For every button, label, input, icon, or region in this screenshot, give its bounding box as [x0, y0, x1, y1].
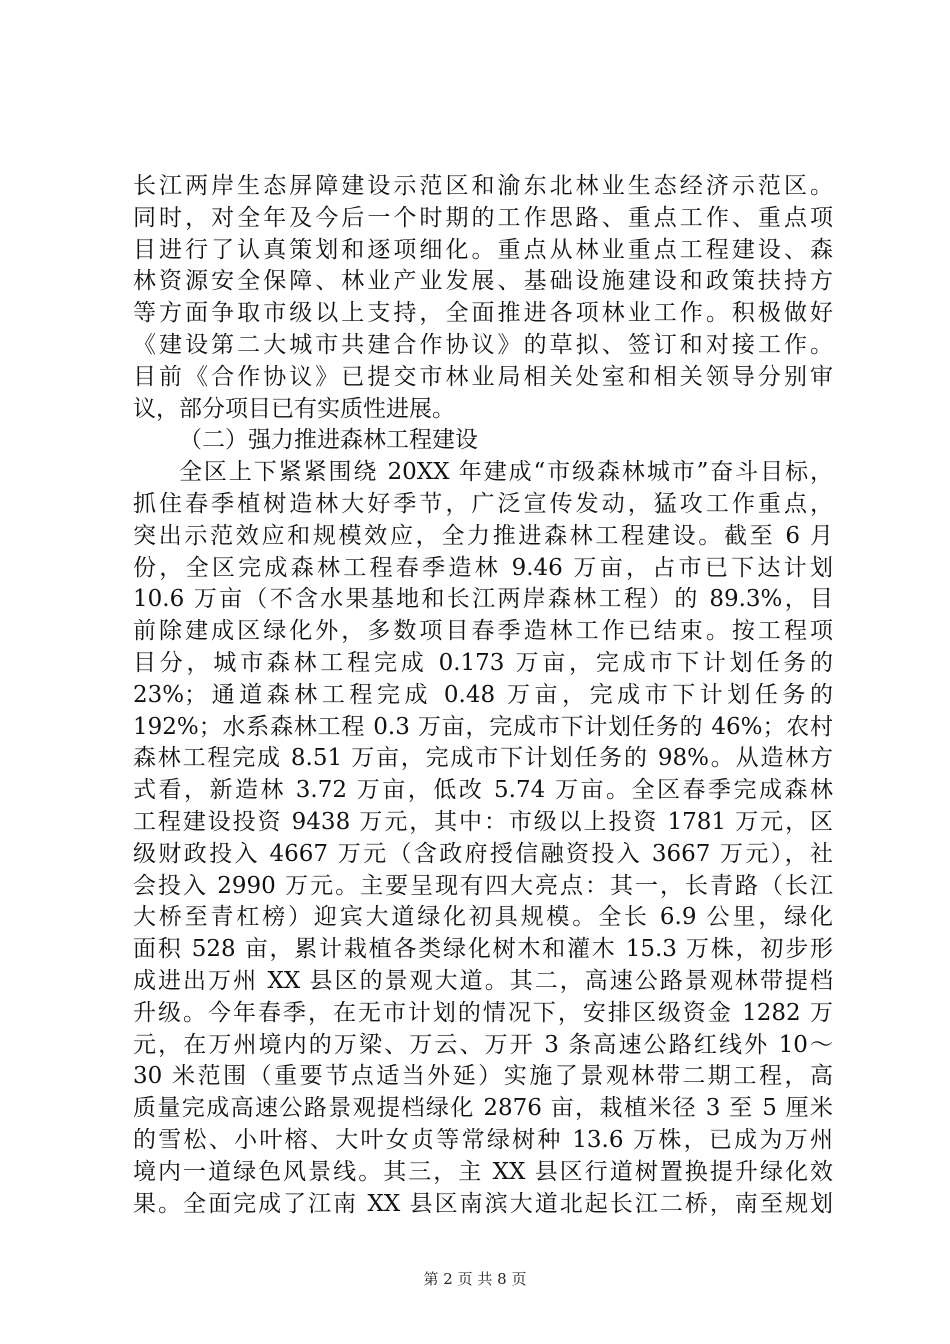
- text-line: 30 米范围（重要节点适当外延）实施了景观林带二期工程，高: [133, 1063, 833, 1090]
- text-line: 大桥至青杠榜）迎宾大道绿化初具规模。全长 6.9 公里，绿化: [133, 904, 833, 931]
- text-line: 面积 528 亩，累计栽植各类绿化树木和灌木 15.3 万株，初步形: [133, 936, 833, 963]
- section-heading: （二）强力推进森林工程建设: [179, 427, 478, 454]
- text-line: 份，全区完成森林工程春季造林 9.46 万亩，占市已下达计划: [133, 554, 833, 581]
- text-line: 式看，新造林 3.72 万亩，低改 5.74 万亩。全区春季完成森林: [133, 777, 833, 804]
- text-line: 192%；水系森林工程 0.3 万亩，完成市下计划任务的 46%；农村: [133, 713, 833, 740]
- text-line: 《建设第二大城市共建合作协议》的草拟、签订和对接工作。: [133, 331, 833, 358]
- text-line: 的雪松、小叶榕、大叶女贞等常绿树种 13.6 万株，已成为万州: [133, 1126, 833, 1153]
- paragraph-first-line: 全区上下紧紧围绕 20XX 年建成“市级森林城市”奋斗目标，: [179, 459, 833, 486]
- text-line: 工程建设投资 9438 万元，其中：市级以上投资 1781 万元，区: [133, 808, 833, 835]
- text-line: 目进行了认真策划和逐项细化。重点从林业重点工程建设、森: [133, 236, 833, 263]
- text-line: 长江两岸生态屏障建设示范区和渝东北林业生态经济示范区。: [133, 173, 833, 199]
- page-number-footer: 第 2 页 共 8 页: [423, 1270, 527, 1288]
- text-line: 议，部分项目已有实质性进展。: [133, 395, 455, 422]
- text-line: 同时，对全年及今后一个时期的工作思路、重点工作、重点项: [133, 204, 833, 231]
- text-line: 森林工程完成 8.51 万亩，完成市下计划任务的 98%。从造林方: [133, 745, 833, 772]
- text-line: 等方面争取市级以上支持，全面推进各项林业工作。积极做好: [133, 300, 833, 327]
- text-line: 质量完成高速公路景观提档绿化 2876 亩，栽植米径 3 至 5 厘米: [133, 1095, 833, 1122]
- body-text: [133, 171, 833, 1220]
- text-line: 果。全面完成了江南 XX 县区南滨大道北起长江二桥，南至规划: [133, 1190, 833, 1217]
- text-line: 会投入 2990 万元。主要呈现有四大亮点：其一，长青路（长江: [133, 872, 833, 899]
- text-line: 前除建成区绿化外，多数项目春季造林工作已结束。按工程项: [133, 618, 833, 645]
- text-line: 成进出万州 XX 县区的景观大道。其二，高速公路景观林带提档: [133, 967, 833, 994]
- text-line: 元，在万州境内的万梁、万云、万开 3 条高速公路红线外 10～: [133, 1031, 833, 1058]
- text-line: 突出示范效应和规模效应，全力推进森林工程建设。截至 6 月: [133, 522, 833, 549]
- text-line: 林资源安全保障、林业产业发展、基础设施建设和政策扶持方: [133, 268, 833, 295]
- text-line: 目分，城市森林工程完成 0.173 万亩，完成市下计划任务的: [133, 649, 833, 676]
- text-line: 10.6 万亩（不含水果基地和长江两岸森林工程）的 89.3%，目: [133, 586, 833, 613]
- text-line: 抓住春季植树造林大好季节，广泛宣传发动，猛攻工作重点，: [133, 490, 833, 517]
- text-line: 23%；通道森林工程完成 0.48 万亩，完成市下计划任务的: [133, 681, 833, 708]
- text-line: 境内一道绿色风景线。其三，主 XX 县区行道树置换提升绿化效: [133, 1158, 833, 1185]
- text-line: 目前《合作协议》已提交市林业局相关处室和相关领导分别审: [133, 363, 833, 390]
- text-line: 升级。今年春季，在无市计划的情况下，安排区级资金 1282 万: [133, 999, 833, 1026]
- text-line: 级财政投入 4667 万元（含政府授信融资投入 3667 万元），社: [133, 840, 833, 867]
